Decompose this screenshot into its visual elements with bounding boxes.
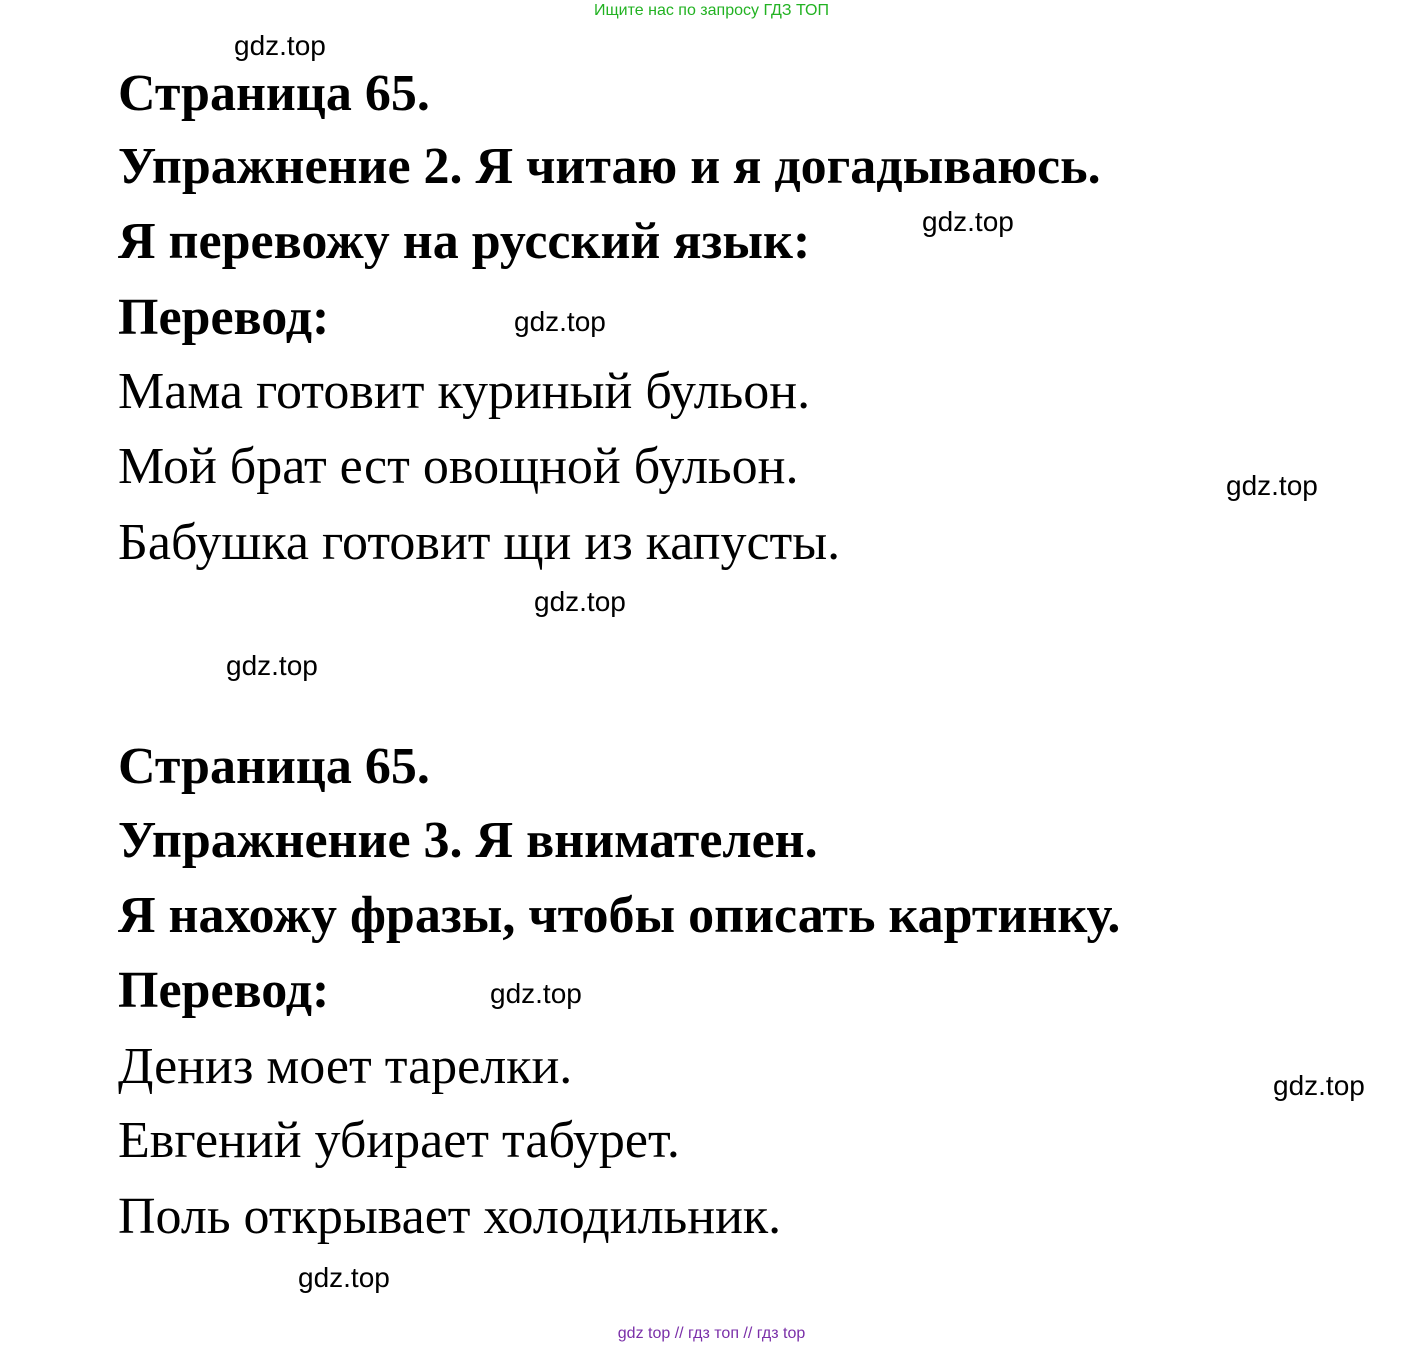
translation-label: Перевод: — [118, 962, 330, 1019]
translation-line: Бабушка готовит щи из капусты. — [118, 514, 841, 571]
watermark: gdz.top — [1273, 1070, 1365, 1101]
exercise-title: Упражнение 2. Я читаю и я догадываюсь. — [118, 138, 1101, 195]
page-title: Страница 65. — [118, 65, 430, 122]
watermark: gdz.top — [298, 1262, 390, 1293]
watermark: gdz.top — [534, 586, 626, 617]
watermark: gdz.top — [514, 306, 606, 337]
exercise-instruction: Я перевожу на русский язык: — [118, 213, 811, 270]
translation-line: Мой брат ест овощной бульон. — [118, 438, 799, 495]
page-title: Страница 65. — [118, 738, 430, 795]
exercise-title: Упражнение 3. Я внимателен. — [118, 812, 818, 869]
translation-label: Перевод: — [118, 289, 330, 346]
exercise-instruction: Я нахожу фразы, чтобы описать картинку. — [118, 887, 1121, 944]
watermark: gdz.top — [234, 30, 326, 61]
translation-line: Поль открывает холодильник. — [118, 1188, 782, 1245]
watermark: gdz.top — [922, 206, 1014, 237]
watermark: gdz.top — [226, 650, 318, 681]
watermark: gdz.top — [490, 978, 582, 1009]
translation-line: Дениз моет тарелки. — [118, 1038, 573, 1095]
search-banner: Ищите нас по запросу ГДЗ ТОП — [594, 2, 829, 19]
footer-banner: gdz top // гдз топ // гдз top — [617, 1325, 806, 1342]
translation-line: Евгений убирает табурет. — [118, 1112, 680, 1169]
watermark: gdz.top — [1226, 470, 1318, 501]
translation-line: Мама готовит куриный бульон. — [118, 363, 811, 420]
